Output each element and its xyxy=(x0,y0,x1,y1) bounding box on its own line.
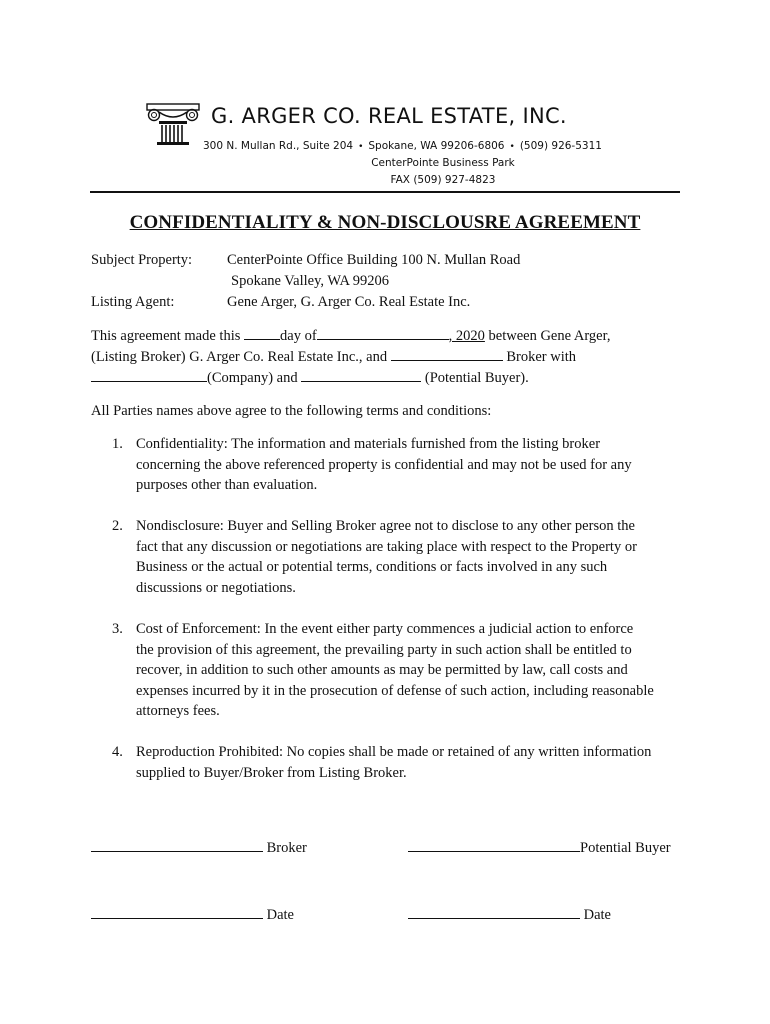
term-text: discussions or negotiations. xyxy=(136,579,296,596)
agreement-line-2 xyxy=(91,347,691,368)
term-text: Reproduction Prohibited: No copies shall be made or retained of any written information xyxy=(136,744,652,760)
term-text: Nondisclosure: Buyer and Selling Broker agree not to disclose to any other person the xyxy=(136,518,635,534)
phone-number: (509) 926-5311 xyxy=(519,140,602,152)
agreement-text: This agreement made this xyxy=(91,328,245,344)
agreement-line-1 xyxy=(91,326,691,347)
term-text: Business or the actual or potential terms, conditions or facts involved in any such xyxy=(136,559,608,575)
separator: • xyxy=(509,142,515,152)
company-blank[interactable] xyxy=(91,368,207,382)
broker-signature-row xyxy=(91,838,307,857)
agreement-text: between Gene Arger, xyxy=(484,328,611,344)
broker-signature-line[interactable] xyxy=(91,838,263,852)
broker-date-row xyxy=(91,905,294,924)
listing-agent-label: Listing Agent: xyxy=(91,294,175,310)
agreement-year: , 2020 xyxy=(448,328,485,344)
agreement-text: (Company) and xyxy=(207,370,302,386)
term-text: supplied to Buyer/Broker from Listing Broker. xyxy=(136,764,407,781)
agreement-text: day of xyxy=(280,328,317,344)
month-blank[interactable] xyxy=(317,326,449,340)
letterhead xyxy=(145,98,665,193)
buyer-date-label: Date xyxy=(580,907,611,923)
broker-signature-label: Broker xyxy=(263,840,307,856)
fax-number: FAX (509) 927-4823 xyxy=(390,174,496,186)
address-line xyxy=(203,140,673,152)
city-state-zip: Spokane, WA 99206-6806 xyxy=(368,140,505,152)
agreement-line-3 xyxy=(91,368,691,389)
header-divider xyxy=(90,191,680,193)
day-blank[interactable] xyxy=(244,326,280,340)
term-number: 2. xyxy=(112,518,123,534)
term-number: 3. xyxy=(112,621,123,637)
broker-date-label: Date xyxy=(263,907,294,923)
company-name: G. ARGER CO. REAL ESTATE, INC. xyxy=(211,104,567,128)
buyer-signature-label: Potential Buyer xyxy=(580,840,671,856)
broker-date-line[interactable] xyxy=(91,905,263,919)
separator: • xyxy=(358,142,364,152)
term-text: expenses incurred by it in the prosecution of defense of such action, including reasonable xyxy=(136,682,654,699)
subject-property-value: CenterPointe Office Building 100 N. Mullan Road xyxy=(227,252,521,268)
term-number: 4. xyxy=(112,744,123,760)
term-text: Confidentiality: The information and materials furnished from the listing broker xyxy=(136,436,601,452)
street-address: 300 N. Mullan Rd., Suite 204 xyxy=(203,140,354,152)
buyer-signature-row xyxy=(408,838,671,857)
buyer-date-line[interactable] xyxy=(408,905,580,919)
column-logo-icon xyxy=(145,102,201,146)
term-text: purposes other than evaluation. xyxy=(136,477,318,493)
buyer-date-row xyxy=(408,905,611,924)
listing-agent-value: Gene Arger, G. Arger Co. Real Estate Inc. xyxy=(227,294,471,310)
term-text: the provision of this agreement, the prevailing party in such action shall be entitled to xyxy=(136,641,632,658)
subject-property-label: Subject Property: xyxy=(91,252,193,268)
term-text: concerning the above referenced property is confidential and may not be used for any xyxy=(136,456,632,473)
intro-text: All Parties names above agree to the following terms and conditions: xyxy=(91,403,492,419)
agreement-text: (Listing Broker) G. Arger Co. Real Estate Inc., and xyxy=(91,349,391,365)
business-park: CenterPointe Business Park xyxy=(371,157,515,169)
agreement-text: (Potential Buyer). xyxy=(421,370,529,386)
term-text: recover, in addition to such other amounts as may be permitted by law, call costs and xyxy=(136,662,628,678)
buyer-blank[interactable] xyxy=(301,368,421,382)
buyer-signature-line[interactable] xyxy=(408,838,580,852)
term-text: attorneys fees. xyxy=(136,703,220,719)
document-title: CONFIDENTIALITY & NON-DISCLOUSRE AGREEMENT xyxy=(129,212,641,233)
term-text: fact that any discussion or negotiations are taking place with respect to the Property or xyxy=(136,538,637,555)
agreement-text: Broker with xyxy=(502,349,577,365)
term-number: 1. xyxy=(112,436,123,452)
term-text: Cost of Enforcement: In the event either party commences a judicial action to enforce xyxy=(136,621,634,637)
subject-property-city: Spokane Valley, WA 99206 xyxy=(231,273,390,289)
broker-blank[interactable] xyxy=(391,347,503,361)
